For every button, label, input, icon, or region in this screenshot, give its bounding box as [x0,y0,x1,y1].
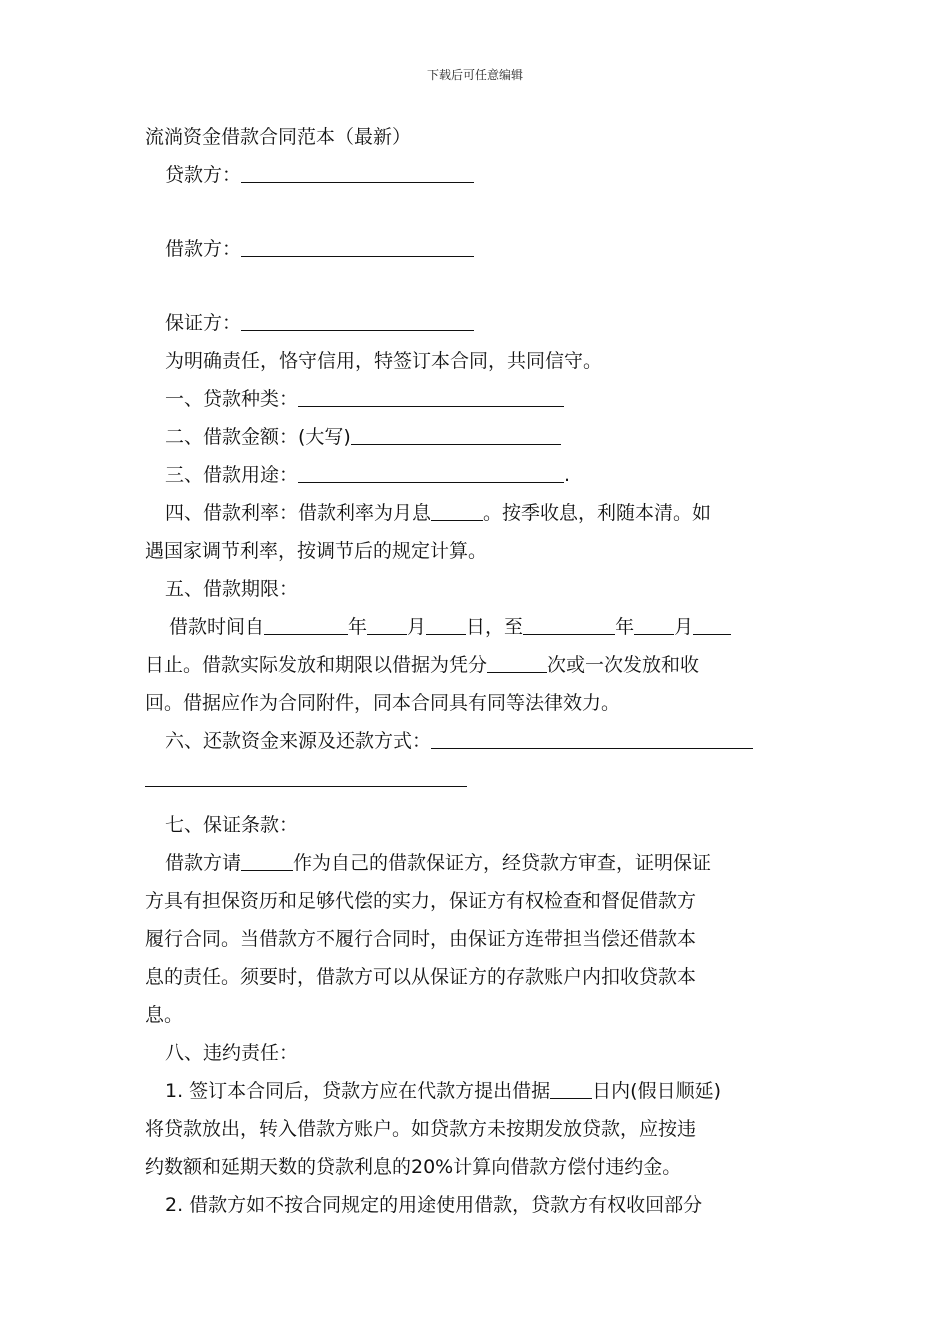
start-year-blank [264,612,348,635]
section-5-line-1 [145,608,810,646]
section-2 [145,418,810,456]
section-5-text-b: 日止。借款实际发放和期限以借据为凭分 [145,654,488,676]
section-4-text-a: 四、借款利率：借款利率为月息 [165,502,432,524]
section-7-line-2: 方具有担保资历和足够代偿的实力，保证方有权检查和督促借款方 [145,890,697,912]
section-8-item-1-line-1 [145,1072,810,1110]
term-start-label: 借款时间自 [169,616,265,638]
section-6-label: 六、还款资金来源及还款方式： [165,730,432,752]
days-blank [550,1076,592,1099]
guarantor-blank [241,308,474,331]
section-7-line-5: 息。 [145,1004,184,1026]
intro-line: 为明确责任，恪守信用，特签订本合同，共同信守。 [165,350,603,372]
section-8-item-1-line-3: 约数额和延期天数的贷款利息的20%计算向借款方偿付违约金。 [145,1156,682,1178]
month-label: 月 [407,616,427,638]
section-3-end: . [564,464,571,486]
borrower-line [145,230,810,268]
section-8-item-1-line-2: 将贷款放出，转入借款方账户。如贷款方未按期发放贷款，应按违 [145,1118,697,1140]
section-6 [145,722,810,760]
day-to-label: 日，至 [466,616,524,638]
document-title: 流淌资金借款合同范本（最新） [145,126,412,148]
loan-purpose-blank [298,460,564,483]
section-3 [145,456,810,494]
end-month-blank [634,612,674,635]
section-7-text-b: 作为自己的借款保证方，经贷款方审查，证明保证 [293,852,712,874]
section-7-line-1 [145,844,810,882]
page-header: 下载后可任意编辑 [426,68,523,82]
section-5-label: 五、借款期限： [165,578,299,600]
borrower-blank [241,234,474,257]
guarantor-label: 保证方： [165,312,242,334]
lender-label: 贷款方： [165,164,242,186]
loan-amount-blank [351,422,561,445]
section-7-text-a: 借款方请 [165,852,242,874]
section-8-1-text-a: 1. 签订本合同后，贷款方应在代款方提出借据 [165,1080,551,1102]
section-3-label: 三、借款用途： [165,464,299,486]
section-5-line-3: 回。借据应作为合同附件，同本合同具有同等法律效力。 [145,692,621,714]
guarantor-line [145,304,810,342]
section-7-line-3: 履行合同。当借款方不履行合同时，由保证方连带担当偿还借款本 [145,928,697,950]
section-5-line-2 [145,646,810,684]
section-7-line-4: 息的责任。须要时，借款方可以从保证方的存款账户内扣收贷款本 [145,966,697,988]
start-month-blank [367,612,407,635]
end-day-blank [693,612,731,635]
section-1 [145,380,810,418]
section-4-line-2: 遇国家调节利率，按调节后的规定计算。 [145,540,488,562]
borrower-label: 借款方： [165,238,242,260]
repayment-blank-1 [431,726,753,749]
section-4-line-1 [145,494,810,532]
section-7-label: 七、保证条款： [165,814,299,836]
installments-blank [487,650,547,673]
year-label: 年 [348,616,368,638]
lender-line [145,156,810,194]
start-day-blank [426,612,466,635]
section-8-1-text-b: 日内(假日顺延) [592,1080,721,1102]
loan-type-blank [298,384,564,407]
section-1-label: 一、贷款种类： [165,388,299,410]
year-label: 年 [615,616,635,638]
section-5-text-c: 次或一次发放和收 [547,654,700,676]
end-year-blank [523,612,615,635]
section-8-label: 八、违约责任： [165,1042,299,1064]
month-label: 月 [674,616,694,638]
section-6-line-2 [145,760,810,798]
repayment-blank-2 [145,764,467,787]
interest-rate-blank [431,498,483,521]
lender-blank [241,160,474,183]
section-2-label: 二、借款金额：(大写) [165,426,351,448]
section-4-text-b: 。按季收息，利随本清。如 [483,502,712,524]
section-8-item-2-line-1: 2. 借款方如不按合同规定的用途使用借款，贷款方有权收回部分 [165,1194,703,1216]
contract-body [145,118,810,1224]
guarantor-name-blank [241,848,293,871]
